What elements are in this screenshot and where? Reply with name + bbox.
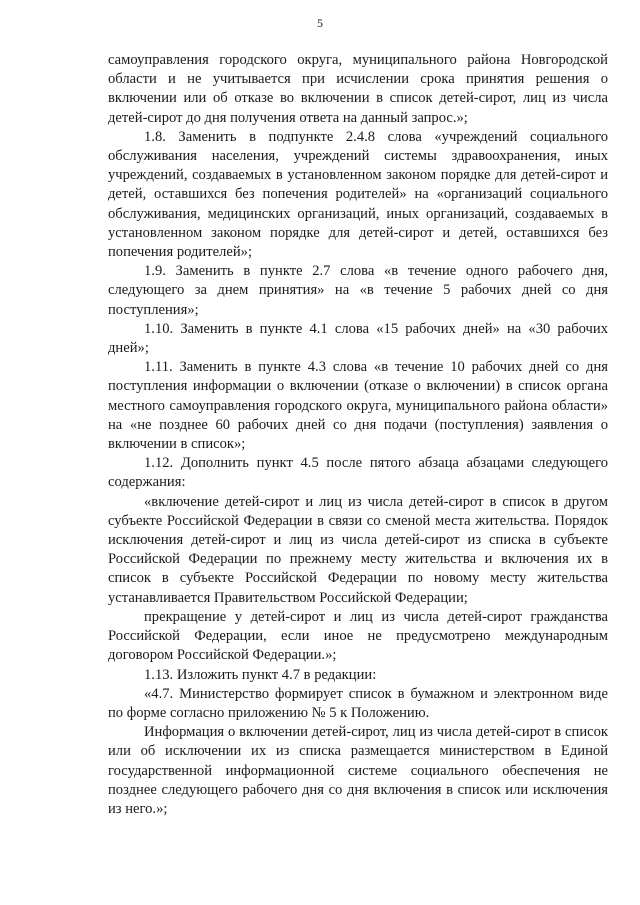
paragraph-8: прекращение у детей-сирот и лиц из числа детей-сирот гражданства Российской Федерации, если иное не предусмотрено международным договором Российской Федерации.»; <box>108 608 608 664</box>
paragraph-10: «4.7. Министерство формирует список в бумажном и электронном виде по форме согласно приложению № 5 к Положению. <box>108 685 608 721</box>
page-number: 5 <box>317 16 323 30</box>
paragraph-2: 1.8. Заменить в подпункте 2.4.8 слова «учреждений социального обслуживания населения, учреждений системы здравоохранения, иных учреждений, создаваемых в установленном законом порядке для детей-сирот и детей, оставшихся без попечения родителей» на «организаций социального обслуживания, медицинских организаций, иных организаций, создаваемых в установленном законом порядке для детей-сирот и детей, оставшихся без попечения родителей»; <box>108 128 608 261</box>
paragraph-11: Информация о включении детей-сирот, лиц из числа детей-сирот в список или об исключении их из списка размещается министерством в Единой государственной информационной системе социального обеспечения не позднее следующего рабочего дня со дня включения в список или исключения из него.»; <box>108 724 608 817</box>
paragraph-4: 1.10. Заменить в пункте 4.1 слова «15 рабочих дней» на «30 рабочих дней»; <box>108 320 608 357</box>
paragraph-5: 1.11. Заменить в пункте 4.3 слова «в течение 10 рабочих дней со дня поступления информации о включении (отказе о включении) в список органа местного самоуправления городского округа, муниципального района области» на «не позднее 60 рабочих дней со дня подачи (поступления) заявления о включении в список»; <box>108 359 608 453</box>
paragraph-6: 1.12. Дополнить пункт 4.5 после пятого абзаца абзацами следующего содержания: <box>108 455 608 491</box>
paragraph-7: «включение детей-сирот и лиц из числа детей-сирот в список в другом субъекте Российской Федерации в связи со сменой места жительства. Порядок исключения детей-сирот и лиц из числа детей-сирот из списка в субъекте Российской Федерации по прежнему месту жительства и включения их в список в субъекте Российской Федерации по новому месту жительства устанавливается Правительством Российской Федерации; <box>108 493 608 606</box>
paragraph-1: самоуправления городского округа, муниципального района Новгородской области и не учитывается при исчислении срока принятия решения о включении или об отказе во включении в список детей-сирот, лиц из числа детей-сирот до дня получения ответа на данный запрос.»; <box>108 52 608 126</box>
paragraph-3: 1.9. Заменить в пункте 2.7 слова «в течение одного рабочего дня, следующего за днем принятия» на «в течение 5 рабочих дней со дня поступления»; <box>108 263 608 318</box>
document-body <box>108 51 608 819</box>
paragraph-9: 1.13. Изложить пункт 4.7 в редакции: <box>144 666 377 683</box>
